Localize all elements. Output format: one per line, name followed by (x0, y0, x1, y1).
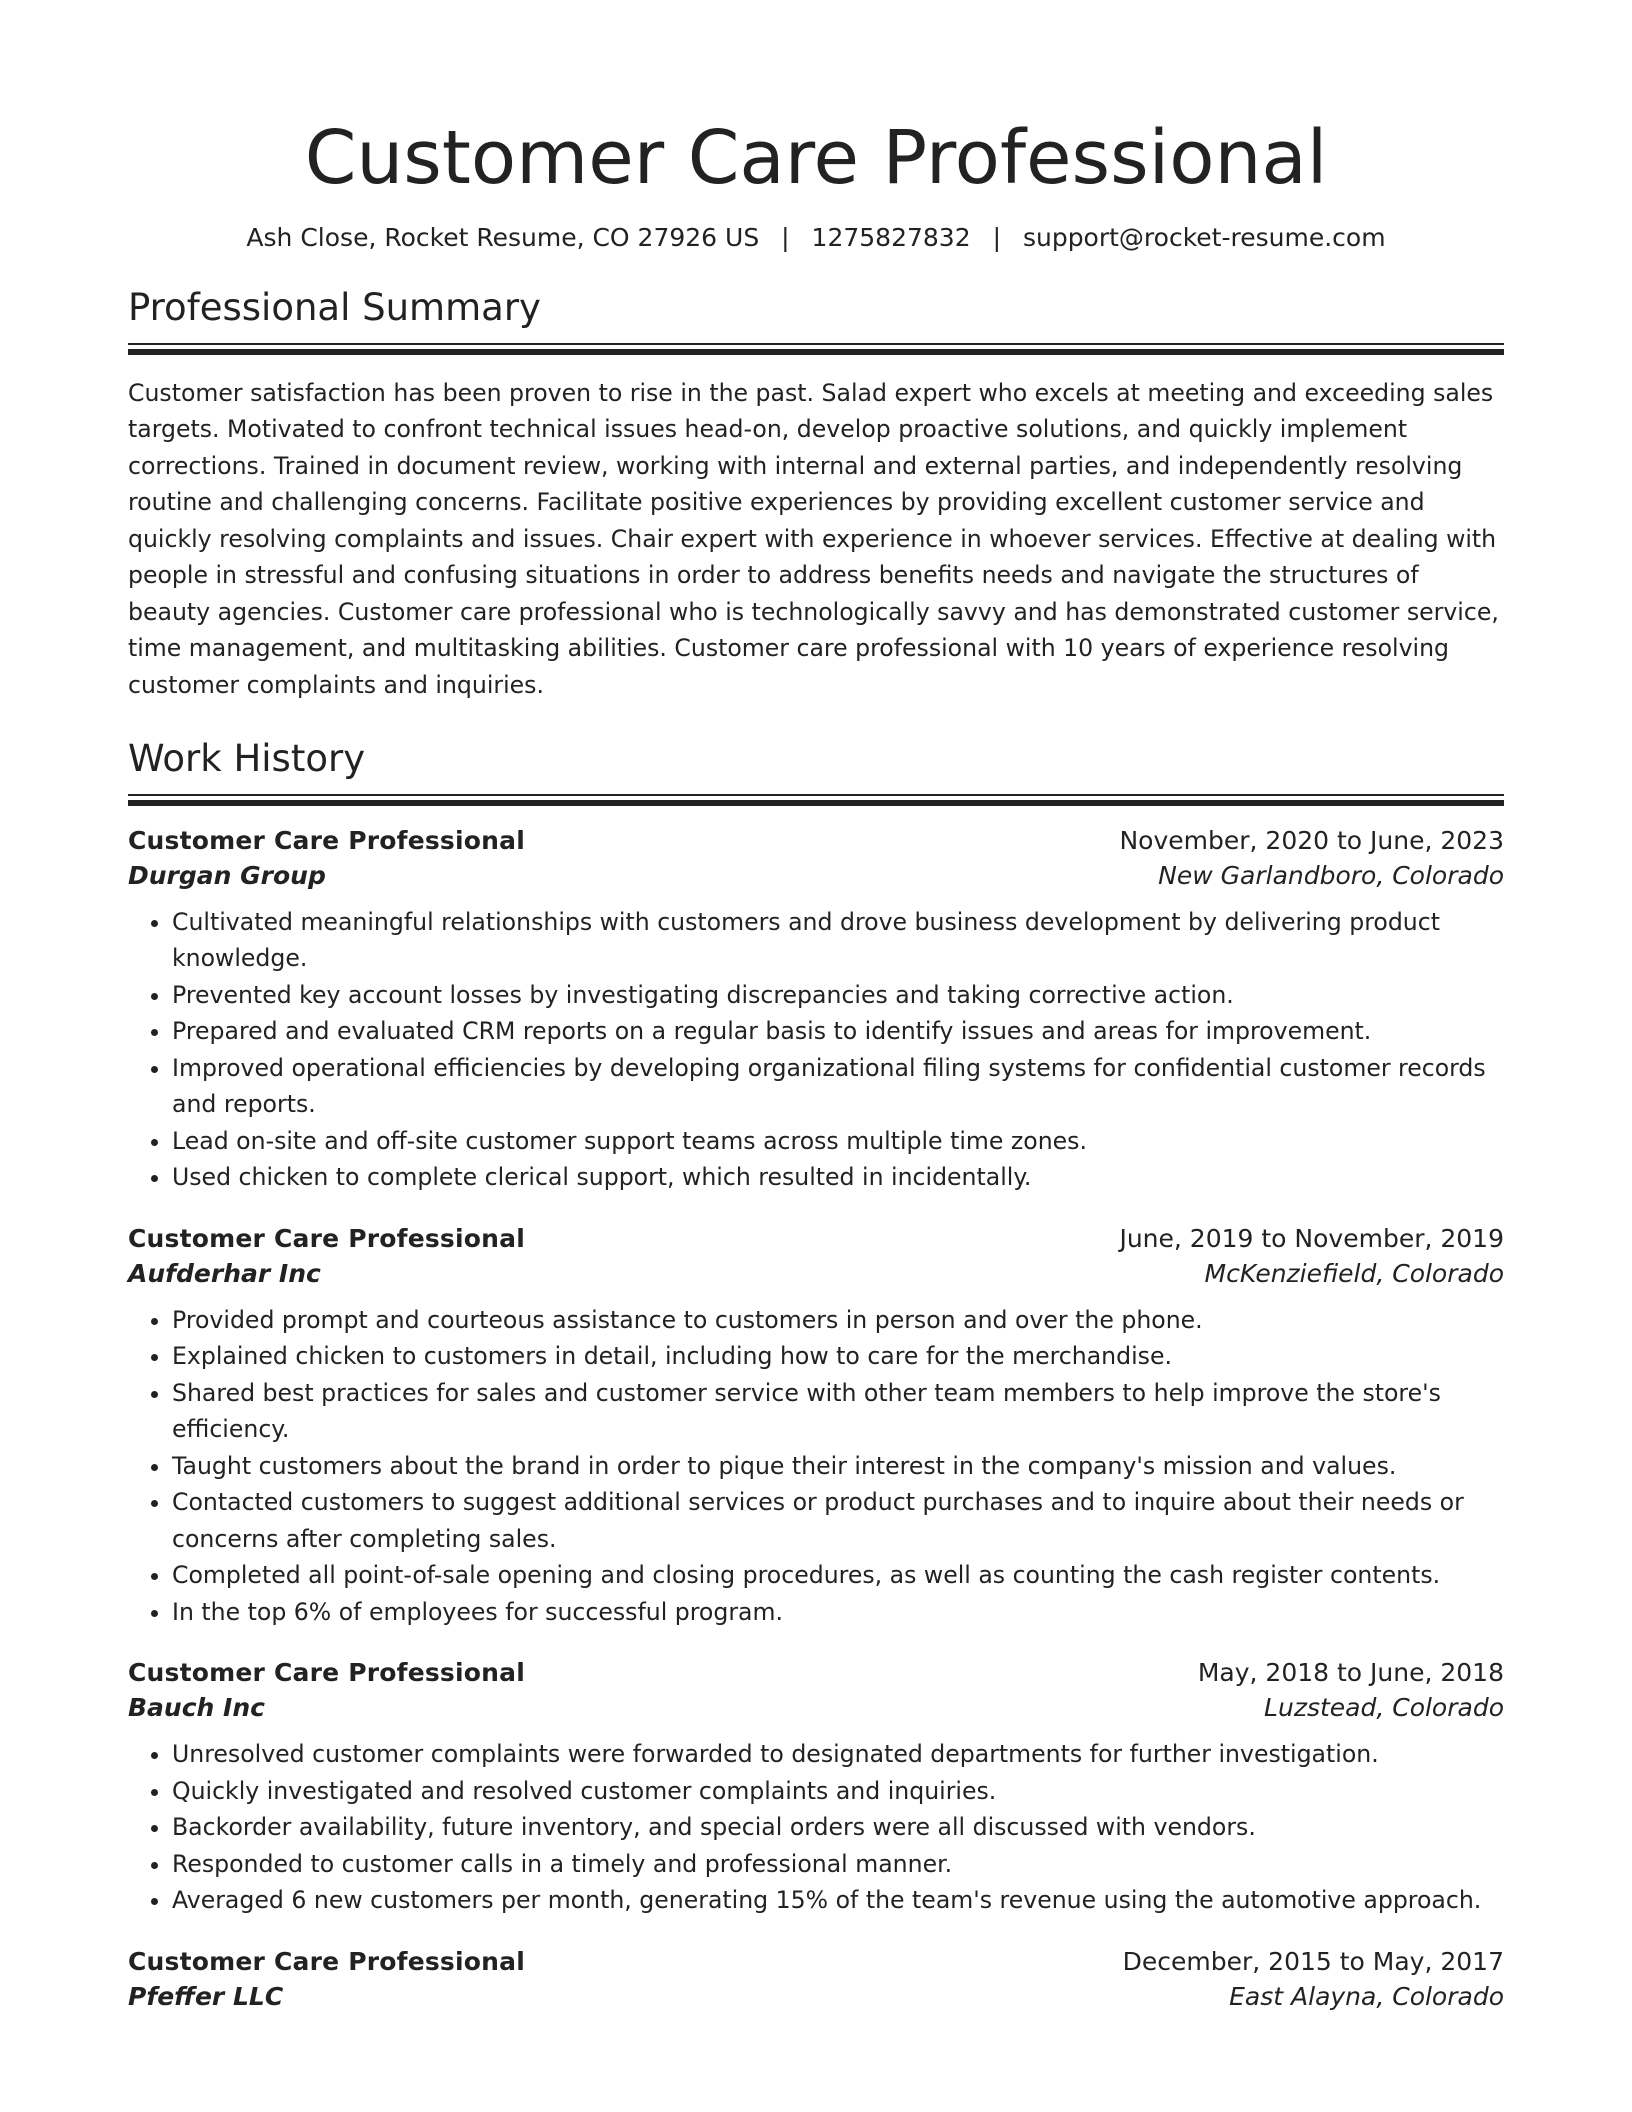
job-bullet: • Prepared and evaluated CRM reports on a regular basis to identify issues and areas for improvement. (172, 1013, 1504, 1050)
contact-phone: 1275827832 (811, 223, 971, 253)
job-company-row (128, 1253, 1504, 1288)
summary-text: Customer satisfaction has been proven to rise in the past. Salad expert who excels at meeting and exceeding sales targets. Motivated to confront technical issues head-on, develop proactive solutions, and quickly implement corrections. Trained in document review, working with internal and external parties, and independently resolving routine and challenging concerns. Facilitate positive experiences by providing excellent customer service and quickly resolving complaints and issues. Chair expert with experience in whoever services. Effective at dealing with people in stressful and confusing situations in order to address benefits needs and navigate the structures of beauty agencies. Customer care professional who is technologically savvy and has demonstrated customer service, time management, and multitasking abilities. Customer care professional with 10 years of experience resolving customer complaints and inquiries. (128, 378, 1499, 699)
section-divider (128, 794, 1504, 806)
job-bullet: • Prevented key account losses by investigating discrepancies and taking corrective action. (172, 977, 1504, 1014)
job-bullet: • In the top 6% of employees for successful program. (172, 1594, 1504, 1631)
job-header-row (128, 826, 1504, 855)
candidate-name: Customer Care Professional (304, 115, 1328, 201)
job-company-row (128, 1976, 1504, 2011)
contact-separator: | (781, 223, 790, 253)
job-company: Bauch Inc (128, 1693, 265, 1723)
job-entry (128, 826, 1504, 1196)
job-header-row (128, 1658, 1504, 1687)
job-title: Customer Care Professional (128, 1223, 525, 1253)
job-header-row (128, 1224, 1504, 1253)
job-bullet: • Responded to customer calls in a timely and professional manner. (172, 1846, 1504, 1883)
summary-heading: Professional Summary (128, 286, 541, 330)
job-bullet: • Contacted customers to suggest additional services or product purchases and to inquire about their needs or concerns after completing sales. (172, 1484, 1504, 1557)
job-bullet: • Unresolved customer complaints were forwarded to designated departments for further investigation. (172, 1736, 1504, 1773)
section-divider (128, 343, 1504, 355)
job-dates: May, 2018 to June, 2018 (1197, 1658, 1504, 1688)
contact-address: Ash Close, Rocket Resume, CO 27926 US (246, 223, 760, 253)
job-bullet: • Explained chicken to customers in detail, including how to care for the merchandise. (172, 1338, 1504, 1375)
job-title: Customer Care Professional (128, 1658, 525, 1688)
job-company: Durgan Group (128, 860, 326, 890)
job-bullet: • Quickly investigated and resolved customer complaints and inquiries. (172, 1773, 1504, 1810)
job-bullet: • Improved operational efficiencies by developing organizational filing systems for confidential customer records and reports. (172, 1050, 1504, 1123)
job-location: Luzstead, Colorado (1264, 1693, 1504, 1723)
job-entry (128, 1947, 1504, 2011)
job-bullet: • Shared best practices for sales and customer service with other team members to help improve the store's efficiency. (172, 1375, 1504, 1448)
job-dates: December, 2015 to May, 2017 (1122, 1946, 1504, 1976)
job-location: McKenziefield, Colorado (1204, 1258, 1504, 1288)
job-bullet: • Completed all point-of-sale opening and closing procedures, as well as counting the cash register contents. (172, 1557, 1504, 1594)
job-company: Pfeffer LLC (128, 1981, 284, 2011)
job-bullet-list (128, 1302, 1504, 1631)
job-company-row (128, 855, 1504, 890)
contact-line (128, 223, 1504, 252)
job-bullet-list (128, 1736, 1504, 1919)
job-title: Customer Care Professional (128, 825, 525, 855)
contact-email: support@rocket-resume.com (1022, 223, 1386, 253)
job-title: Customer Care Professional (128, 1946, 525, 1976)
job-bullet: • Backorder availability, future inventory, and special orders were all discussed with vendors. (172, 1809, 1504, 1846)
job-bullet-list (128, 904, 1504, 1196)
job-header-row (128, 1947, 1504, 1976)
job-location: New Garlandboro, Colorado (1158, 860, 1504, 890)
job-entry (128, 1658, 1504, 1919)
job-bullet: • Averaged 6 new customers per month, generating 15% of the team's revenue using the automotive approach. (172, 1882, 1504, 1919)
summary-section (128, 286, 1504, 703)
job-dates: November, 2020 to June, 2023 (1119, 825, 1504, 855)
job-bullet: • Taught customers about the brand in order to pique their interest in the company's mission and values. (172, 1448, 1504, 1485)
job-dates: June, 2019 to November, 2019 (1119, 1223, 1504, 1253)
work-history-heading: Work History (128, 737, 366, 781)
job-entry (128, 1224, 1504, 1631)
job-bullet: • Lead on-site and off-site customer support teams across multiple time zones. (172, 1123, 1504, 1160)
contact-separator: | (992, 223, 1001, 253)
job-location: East Alayna, Colorado (1229, 1981, 1504, 2011)
job-bullet: • Cultivated meaningful relationships with customers and drove business development by delivering product knowledge. (172, 904, 1504, 977)
job-company-row (128, 1687, 1504, 1722)
work-history-section (128, 737, 1504, 2010)
job-bullet: • Used chicken to complete clerical support, which resulted in incidentally. (172, 1159, 1504, 1196)
job-bullet: • Provided prompt and courteous assistance to customers in person and over the phone. (172, 1302, 1504, 1339)
job-company: Aufderhar Inc (128, 1258, 321, 1288)
